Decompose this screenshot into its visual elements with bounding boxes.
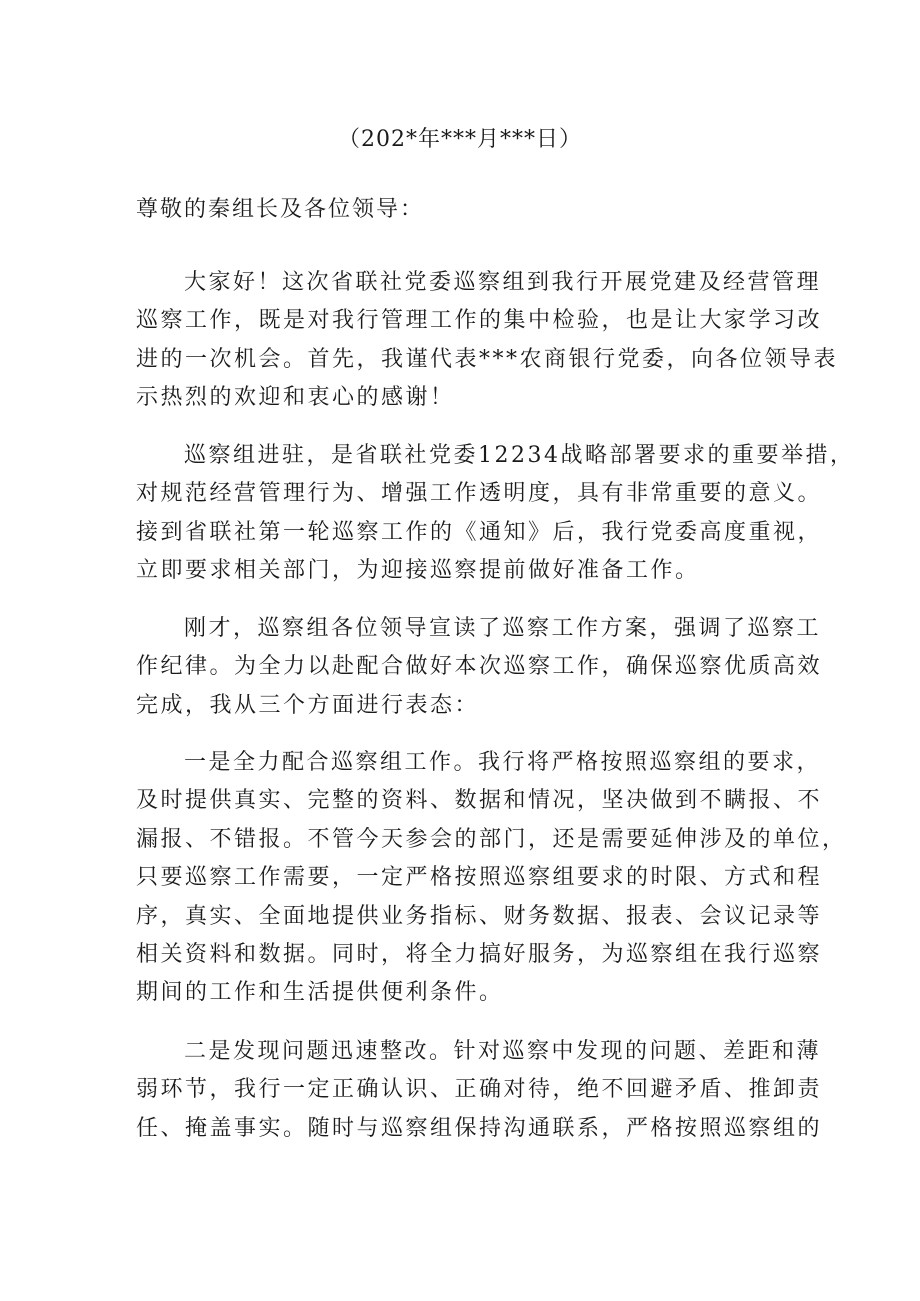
paragraph-line: 完成，我从三个方面进行表态： [136,692,480,718]
paragraph-line: 期间的工作和生活提供便利条件。 [136,980,504,1006]
paragraph-welcome [136,264,839,418]
paragraph-line: 及时提供真实、完整的资料、数据和情况，坚决做到不瞒报、不 [136,788,823,814]
paragraph-line: 一是全力配合巡察组工作。我行将严格按照巡察组的要求， [184,750,822,775]
paragraph-line: 刚才，巡察组各位领导宣读了巡察工作方案，强调了巡察工 [184,616,822,641]
paragraph-line: 只要巡察工作需要，一定严格按照巡察组要求的时限、方式和程 [136,865,823,891]
paragraph-significance [136,437,855,591]
paragraph-line: 立即要求相关部门，为迎接巡察提前做好准备工作。 [136,558,700,584]
paragraph-point-two [136,1033,823,1148]
paragraph-line: 示热烈的欢迎和衷心的感谢！ [136,385,455,411]
paragraph-line: 漏报、不错报。不管今天参会的部门，还是需要延伸涉及的单位， [136,826,847,852]
paragraph-line: 接到省联社第一轮巡察工作的《通知》后，我行党委高度重视， [136,519,823,545]
paragraph-line: 对规范经营管理行为、增强工作透明度，具有非常重要的意义。 [136,481,823,507]
paragraph-line: 任、掩盖事实。随时与巡察组保持沟通联系，严格按照巡察组的 [136,1115,823,1141]
paragraph-line: 作纪律。为全力以赴配合做好本次巡察工作，确保巡察优质高效 [136,654,823,680]
paragraph-commitment-intro [136,610,823,725]
paragraph-line: 弱环节，我行一定正确认识、正确对待，绝不回避矛盾、推卸责 [136,1077,823,1103]
paragraph-line: 大家好！这次省联社党委巡察组到我行开展党建及经营管理 [184,270,822,295]
paragraph-line: 相关资料和数据。同时，将全力搞好服务，为巡察组在我行巡察 [136,941,823,967]
paragraph-line: 序，真实、全面地提供业务指标、财务数据、报表、会议记录等 [136,903,823,929]
paragraph-point-one [136,744,847,1013]
salutation: 尊敬的秦组长及各位领导： [136,197,425,222]
date-line: （202*年***月***日） [338,127,582,152]
paragraph-line: 巡察组进驻，是省联社党委12234战略部署要求的重要举措， [184,443,855,468]
paragraph-line: 巡察工作，既是对我行管理工作的集中检验，也是让大家学习改 [136,308,823,334]
paragraph-line: 二是发现问题迅速整改。针对巡察中发现的问题、差距和薄 [184,1039,822,1064]
paragraph-line: 进的一次机会。首先，我谨代表***农商银行党委，向各位领导表 [136,346,839,372]
